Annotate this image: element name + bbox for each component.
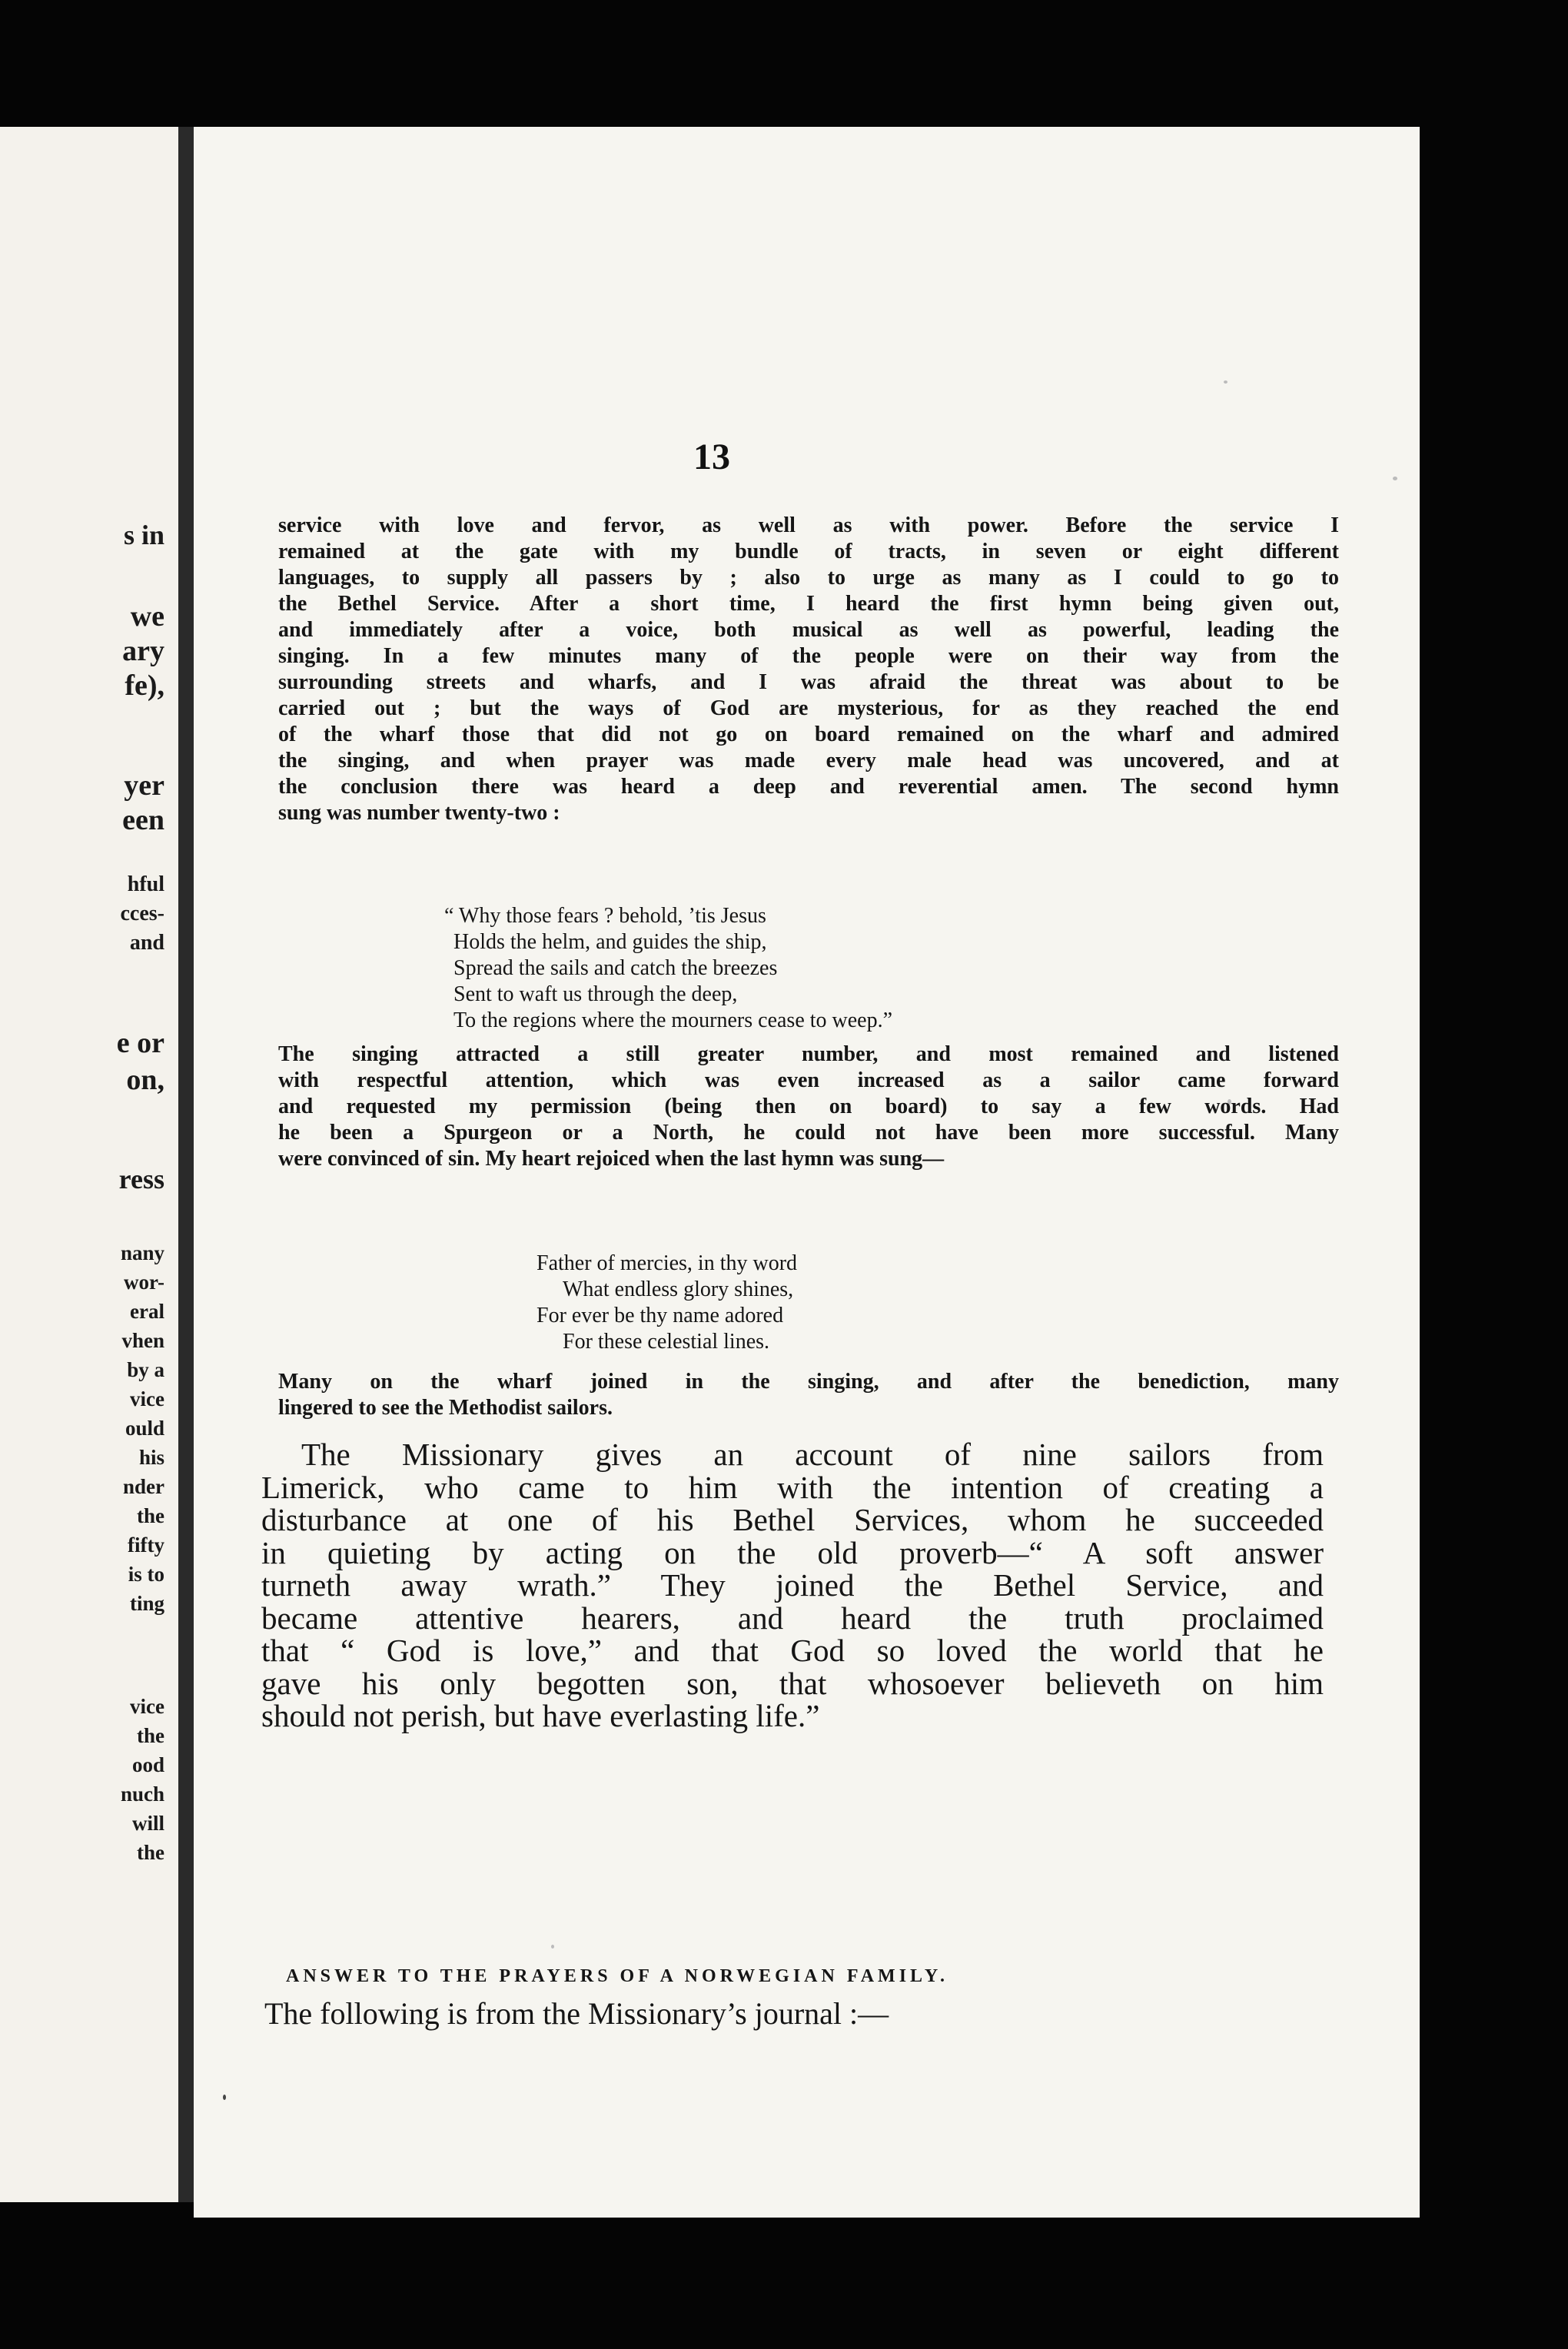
text-line: disturbance at one of his Bethel Services, whom he succeeded [261, 1502, 1324, 1537]
page-number: 13 [693, 437, 730, 477]
left-page-fragment: nder [123, 1475, 164, 1498]
text-line: the singing, and when prayer was made every male head was uncovered, and at [278, 749, 1339, 772]
text-line: should not perish, but have everlasting life.” [261, 1698, 820, 1733]
text-line: The Missionary gives an account of nine sailors from [301, 1437, 1324, 1472]
text-line: in quieting by acting on the old proverb—“ A soft answer [261, 1534, 1324, 1570]
text-line: carried out ; but the ways of God are mysterious, for as they reached the end [278, 696, 1339, 720]
text-line: service with love and fervor, as well as with power. Before the service I [278, 513, 1339, 537]
verse-line: Spread the sails and catch the breezes [453, 956, 778, 980]
paragraph-4 [261, 1438, 1324, 1733]
text-line: the Bethel Service. After a short time, I heard the first hymn being given out, [278, 592, 1339, 616]
left-page-fragment: will [131, 1812, 164, 1835]
text-line: sung was number twenty-two : [278, 801, 560, 825]
hymn-2 [537, 1251, 797, 1355]
left-page-fragment: and [129, 931, 164, 955]
verse-line: What endless glory shines, [563, 1277, 794, 1301]
verse-line: For ever be thy name adored [537, 1304, 784, 1327]
left-page-fragment: by a [127, 1358, 164, 1381]
text-line: and requested my permission (being then on board) to say a few words. Had [278, 1095, 1339, 1118]
text-line: of the wharf those that did not go on board remained on the wharf and admired [278, 723, 1339, 746]
left-page-fragment: cces- [120, 902, 164, 925]
paper-speck [1393, 477, 1397, 480]
left-page-fragment: vice [130, 1387, 164, 1410]
left-page-edge [0, 127, 178, 2202]
left-page-fragment: ould [125, 1417, 164, 1440]
left-page-fragment: wor- [124, 1271, 164, 1294]
text-line: with respectful attention, which was even increased as a sailor came forward [278, 1068, 1339, 1092]
text-line: remained at the gate with my bundle of tracts, in seven or eight different [278, 540, 1339, 563]
text-line: became attentive hearers, and heard the truth proclaimed [261, 1600, 1324, 1636]
hymn-1 [444, 903, 892, 1034]
left-page-fragment: we [130, 600, 164, 633]
text-line: lingered to see the Methodist sailors. [278, 1396, 613, 1420]
paper-speck [551, 1945, 554, 1949]
right-page [194, 127, 1420, 2218]
text-line: The singing attracted a still greater number, and most remained and listened [278, 1042, 1339, 1066]
text-line: and immediately after a voice, both musical as well as powerful, leading the [278, 618, 1339, 642]
left-page-fragment: fifty [128, 1533, 164, 1557]
verse-line: Sent to waft us through the deep, [453, 982, 738, 1006]
text-line: he been a Spurgeon or a North, he could not have been more successful. Many [278, 1121, 1339, 1145]
left-page-fragment: his [138, 1446, 164, 1469]
verse-line: Father of mercies, in thy word [537, 1251, 798, 1275]
left-page-fragment: yer [124, 769, 164, 802]
text-line: were convinced of sin. My heart rejoiced when the last hymn was sung— [278, 1147, 945, 1171]
verse-line: Holds the helm, and guides the ship, [453, 930, 767, 954]
verse-line: “ Why those fears ? behold, ’tis Jesus [444, 904, 766, 928]
text-line: Limerick, who came to him with the intention of creating a [261, 1469, 1324, 1505]
left-page-fragment: hful [127, 872, 164, 896]
text-line: languages, to supply all passers by ; also to urge as many as I could to go to [278, 566, 1339, 590]
left-page-fragment: eral [130, 1300, 164, 1323]
verse-line: For these celestial lines. [563, 1330, 770, 1354]
left-page-fragment: vhen [121, 1329, 164, 1352]
paragraph-1 [278, 513, 1339, 826]
left-page-fragment: nany [120, 1241, 164, 1264]
left-page-fragment: on, [126, 1064, 164, 1096]
left-page-fragment: the [137, 1841, 164, 1864]
paper-speck [223, 2095, 226, 2100]
paragraph-2 [278, 1042, 1339, 1172]
left-page-fragment: is to [128, 1563, 164, 1586]
left-page-fragment: the [137, 1724, 164, 1747]
text-line: surrounding streets and wharfs, and I was afraid the threat was about to be [278, 670, 1339, 694]
text-line: Many on the wharf joined in the singing, and after the benediction, many [278, 1370, 1339, 1394]
verse-line: To the regions where the mourners cease to weep.” [453, 1008, 893, 1032]
text-line: turneth away wrath.” They joined the Bethel Service, and [261, 1567, 1324, 1603]
left-page-fragment: ting [129, 1592, 164, 1615]
text-line: gave his only begotten son, that whosoever believeth on him [261, 1665, 1324, 1701]
book-gutter [178, 127, 194, 2202]
left-page-fragment: s in [123, 520, 164, 550]
left-page-fragment: ress [118, 1164, 164, 1194]
text-line: that “ God is love,” and that God so loved the world that he [261, 1633, 1324, 1668]
section-heading: ANSWER TO THE PRAYERS OF A NORWEGIAN FAMILY. [286, 1966, 948, 1986]
left-page-fragment: ood [131, 1753, 164, 1776]
text-line: the conclusion there was heard a deep and reverential amen. The second hymn [278, 775, 1339, 799]
closing-line: The following is from the Missionary’s journal :— [264, 1996, 889, 2031]
left-page-fragment: nuch [120, 1783, 164, 1806]
left-page-fragment: fe), [125, 669, 164, 702]
paper-speck [1224, 380, 1227, 384]
paragraph-3 [278, 1369, 1339, 1421]
left-page-fragment: the [137, 1504, 164, 1527]
left-page-fragment: e or [116, 1027, 164, 1059]
text-line: singing. In a few minutes many of the people were on their way from the [278, 644, 1339, 668]
left-page-fragment: ary [122, 635, 164, 667]
left-page-fragment: vice [130, 1695, 164, 1718]
left-page-fragment: een [122, 804, 164, 836]
